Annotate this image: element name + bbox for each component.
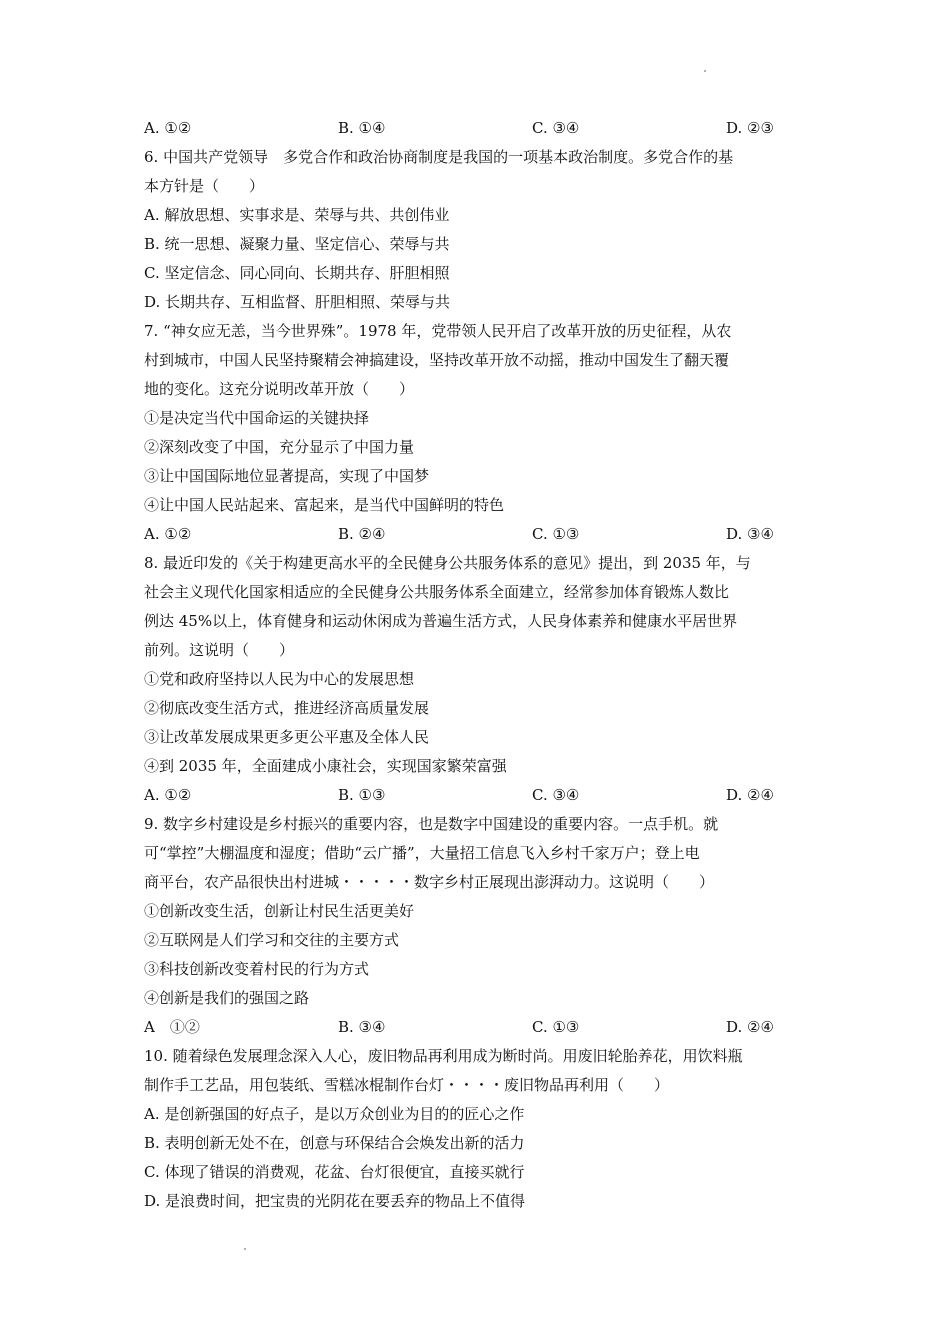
corner-mark-top bbox=[704, 70, 706, 72]
q9-stem-line-3: 商平台，农产品很快出村进城・・・・・数字乡村正展现出澎湃动力。这说明（ ） bbox=[144, 873, 715, 891]
q9-option-d[interactable]: D. ②④ bbox=[726, 1018, 774, 1036]
q8-stem-line-2: 社会主义现代化国家相适应的全民健身公共服务体系全面建立，经常参加体育锻炼人数比 bbox=[144, 583, 730, 601]
q5-option-b[interactable]: B. ①④ bbox=[338, 119, 386, 137]
q9-option-c[interactable]: C. ①③ bbox=[532, 1018, 580, 1036]
q10-choice-d[interactable]: D. 是浪费时间，把宝贵的光阴花在要丢弃的物品上不值得 bbox=[144, 1192, 526, 1210]
q8-options bbox=[144, 781, 814, 810]
q6-stem-line-1: 6. 中国共产党领导 多党合作和政治协商制度是我国的一项基本政治制度。多党合作的基 bbox=[144, 148, 734, 166]
q9-statement-1: ①创新改变生活，创新让村民生活更美好 bbox=[144, 902, 415, 920]
q6-choice-d[interactable]: D. 长期共存、互相监督、肝胆相照、荣辱与共 bbox=[144, 293, 451, 311]
q9-stem-line-2: 可“掌控”大棚温度和湿度；借助“云广播”，大量招工信息飞入乡村千家万户；登上电 bbox=[144, 844, 700, 862]
question-9 bbox=[144, 810, 814, 1042]
q10-stem-line-1: 10. 随着绿色发展理念深入人心，废旧物品再利用成为断时尚。用废旧轮胎养花，用饮料瓶 bbox=[144, 1047, 743, 1065]
q10-choice-c[interactable]: C. 体现了错误的消费观，花盆、台灯很便宜，直接买就行 bbox=[144, 1163, 525, 1181]
q9-option-b[interactable]: B. ③④ bbox=[338, 1018, 386, 1036]
q7-option-b[interactable]: B. ②④ bbox=[338, 525, 386, 543]
q9-statement-2: ②互联网是人们学习和交往的主要方式 bbox=[144, 931, 400, 949]
q9-statement-3: ③科技创新改变着村民的行为方式 bbox=[144, 960, 370, 978]
q6-choice-a[interactable]: A. 解放思想、实事求是、荣辱与共、共创伟业 bbox=[144, 206, 450, 224]
question-7 bbox=[144, 317, 814, 549]
q8-option-d[interactable]: D. ②④ bbox=[726, 786, 774, 804]
q7-statement-3: ③让中国国际地位显著提高，实现了中国梦 bbox=[144, 467, 430, 485]
q8-statement-4: ④到 2035 年，全面建成小康社会，实现国家繁荣富强 bbox=[144, 757, 507, 775]
q9-options bbox=[144, 1013, 814, 1042]
q8-option-a[interactable]: A. ①② bbox=[144, 786, 192, 804]
q5-option-a[interactable]: A. ①② bbox=[144, 119, 192, 137]
q7-option-c[interactable]: C. ①③ bbox=[532, 525, 580, 543]
q8-statement-1: ①党和政府坚持以人民为中心的发展思想 bbox=[144, 670, 415, 688]
q8-option-c[interactable]: C. ③④ bbox=[532, 786, 580, 804]
q9-stem-line-1: 9. 数字乡村建设是乡村振兴的重要内容，也是数字中国建设的重要内容。一点手机。就 bbox=[144, 815, 719, 833]
question-10 bbox=[144, 1042, 814, 1216]
q10-choice-b[interactable]: B. 表明创新无处不在，创意与环保结合会焕发出新的活力 bbox=[144, 1134, 525, 1152]
q7-stem-line-1: 7. “神女应无恙，当今世界殊”。1978 年，党带领人民开启了改革开放的历史征程，从农 bbox=[144, 322, 732, 340]
question-6 bbox=[144, 143, 814, 317]
q6-choice-b[interactable]: B. 统一思想、凝聚力量、坚定信心、荣辱与共 bbox=[144, 235, 450, 253]
question-content bbox=[144, 114, 814, 1216]
q9-statement-4: ④创新是我们的强国之路 bbox=[144, 989, 310, 1007]
q7-statement-2: ②深刻改变了中国，充分显示了中国力量 bbox=[144, 438, 415, 456]
q7-statement-1: ①是决定当代中国命运的关键抉择 bbox=[144, 409, 370, 427]
q6-stem-line-2: 本方针是（ ） bbox=[144, 177, 265, 195]
q5-option-d[interactable]: D. ②③ bbox=[726, 119, 774, 137]
q8-option-b[interactable]: B. ①③ bbox=[338, 786, 386, 804]
q9-option-a[interactable]: A ①② bbox=[144, 1018, 200, 1036]
corner-mark-bottom bbox=[244, 1248, 246, 1250]
q8-statement-2: ②彻底改变生活方式，推进经济高质量发展 bbox=[144, 699, 430, 717]
q8-statement-3: ③让改革发展成果更多更公平惠及全体人民 bbox=[144, 728, 430, 746]
q6-choice-c[interactable]: C. 坚定信念、同心同向、长期共存、肝胆相照 bbox=[144, 264, 450, 282]
q7-stem-line-2: 村到城市，中国人民坚持聚精会神搞建设，坚持改革开放不动摇，推动中国发生了翻天覆 bbox=[144, 351, 730, 369]
q7-stem-line-3: 地的变化。这充分说明改革开放（ ） bbox=[144, 380, 415, 398]
question-8 bbox=[144, 549, 814, 810]
q10-stem-line-2: 制作手工艺品，用包装纸、雪糕冰棍制作台灯・・・・废旧物品再利用（ ） bbox=[144, 1076, 670, 1094]
q7-option-d[interactable]: D. ③④ bbox=[726, 525, 774, 543]
q7-options bbox=[144, 520, 814, 549]
q5-options bbox=[144, 114, 814, 143]
q8-stem-line-3: 例达 45%以上，体育健身和运动休闲成为普遍生活方式，人民身体素养和健康水平居世界 bbox=[144, 612, 738, 630]
q7-option-a[interactable]: A. ①② bbox=[144, 525, 192, 543]
q10-choice-a[interactable]: A. 是创新强国的好点子，是以万众创业为目的的匠心之作 bbox=[144, 1105, 525, 1123]
q8-stem-line-4: 前列。这说明（ ） bbox=[144, 641, 295, 659]
q8-stem-line-1: 8. 最近印发的《关于构建更高水平的全民健身公共服务体系的意见》提出，到 2035 年，与 bbox=[144, 554, 751, 572]
q5-option-c[interactable]: C. ③④ bbox=[532, 119, 580, 137]
q7-statement-4: ④让中国人民站起来、富起来，是当代中国鲜明的特色 bbox=[144, 496, 505, 514]
